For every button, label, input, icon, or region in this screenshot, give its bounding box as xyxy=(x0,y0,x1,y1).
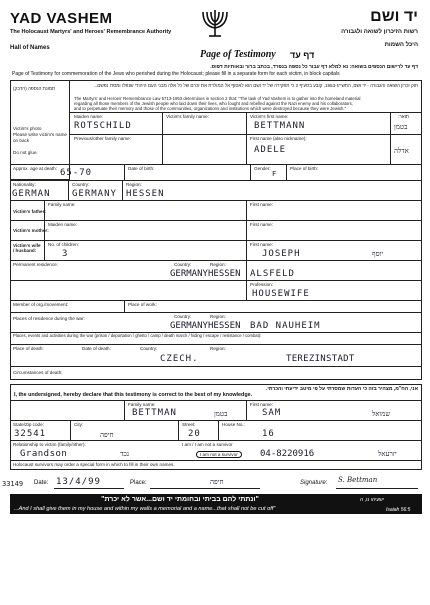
permanent-residence-label: Permanent residence: xyxy=(13,262,58,267)
footer-he: "ונתתי להם בביתי ובחומתי יד ושם...אשר לא יכרת" xyxy=(101,496,259,503)
signature-label: Signature: xyxy=(300,480,328,486)
nationality-label: Nationality: xyxy=(13,182,36,187)
margin-number: 33149 xyxy=(2,480,24,488)
places-events-label: Places, events and activities during the war (prison / deportation / ghetto / camp / death march / hiding / escape / resistance / combat): xyxy=(13,333,262,338)
victims-family-name-label: Victim's family name: xyxy=(166,114,209,119)
places-during-war-label: Places of residence during the war: xyxy=(13,316,85,321)
street-value: 20 xyxy=(188,429,201,439)
footer-en: ...And I shall give them in my house and within my walls a memorial and a name...that shall not be cut off" xyxy=(14,506,276,512)
photo-en-3: on back xyxy=(13,138,30,143)
footer-en-ref: Isaiah 56:5 xyxy=(386,507,411,513)
decl-family-he-value: בטמן xyxy=(214,410,228,418)
org-subtitle-he: רשות הזיכרון לשואה ולגבורה xyxy=(341,29,418,35)
gender-label: Gender: xyxy=(254,166,271,171)
approx-age-label: Approx. age at death: xyxy=(13,166,57,171)
res-country-label: Country: xyxy=(174,262,192,267)
relationship-he-value: נכד xyxy=(120,450,130,458)
country-value: GERMANY xyxy=(72,189,117,199)
mother-maiden-label: Maiden name: xyxy=(48,222,78,227)
country-label: Country: xyxy=(72,182,90,187)
prev-name-label: Previous/other family name: xyxy=(74,136,131,141)
victims-mother-label: Victim's mother: xyxy=(13,228,49,233)
declaration-en: I, the undersigned, hereby declare that this testimony is correct to the best of my knowledge. xyxy=(14,392,253,398)
place-he-value: חיפה xyxy=(210,478,224,486)
title-he-label: תואר: xyxy=(398,114,409,119)
menorah-logo xyxy=(198,6,232,44)
org-name: YAD VASHEM xyxy=(10,10,113,27)
decl-family-label: Family name: xyxy=(128,402,156,407)
law-he: חוק זכרון השואה והגבורה - יד ושם, התשי"ג-1953, קובע בסעיף 2 כי תפקידה של יד ושם הוא לאסוף אל המולדת את זכרם של כל אלה מבני העם היהודי שנפלו ומסרו נפשם... xyxy=(93,83,418,88)
org-name-he: יד ושם xyxy=(370,8,418,25)
law-en-1: The Martyrs' and Heroes' Remembrance Law 5713-1953 determines in section 2 that: "The task of Yad Vashem is to gather into the homeland material xyxy=(74,96,361,101)
no-children-label: No. of children: xyxy=(48,242,79,247)
date-value: 13/4/99 xyxy=(56,477,101,487)
footer-he-ref: ישעיהו נו, ה xyxy=(360,497,385,503)
date-of-death-label: Date of death: xyxy=(82,346,111,351)
hall-of-names: Hall of Names xyxy=(10,45,50,51)
decl-family-value: BETTMAN xyxy=(132,408,177,418)
res-country-value: GERMANY xyxy=(170,269,208,279)
declaration-he: אני, הח"מ, מצהיר בזה כי העדות שמסרתי על פי מיטב ידיעתי והכרתי. xyxy=(266,386,418,392)
dob-label: Date of birth: xyxy=(128,166,155,171)
intro-en xyxy=(12,71,340,77)
region-label: Region: xyxy=(126,182,142,187)
war-country-value: GERMANY xyxy=(170,321,208,331)
first-name-he-value: אדלה xyxy=(394,147,409,155)
circumstances-label: Circumstances of death: xyxy=(13,370,63,375)
org-subtitle: The Holocaust Martyrs' and Heroes' Remembrance Authority xyxy=(10,29,172,35)
survivor-selected[interactable]: I am not a survivor xyxy=(196,451,242,458)
street-label: Street: xyxy=(182,422,196,427)
profession-label: Profession: xyxy=(250,282,273,287)
survivor-note: Holocaust survivors may order a special form in which to fill in their own names. xyxy=(13,462,175,467)
maiden-name-value: ROTSCHILD xyxy=(74,121,132,131)
family-name-value: BETTMANN xyxy=(254,121,306,131)
spouse-first-label: First name: xyxy=(250,242,273,247)
father-family-label: Family name: xyxy=(48,202,76,207)
place-label: Place: xyxy=(130,480,147,486)
res-region-label: Region: xyxy=(210,262,226,267)
place-of-work-label: Place of work: xyxy=(128,302,157,307)
signature-value: S. Bettman xyxy=(338,476,378,484)
death-place-value: TEREZINSTADT xyxy=(286,354,355,364)
relationship-value: Grandson xyxy=(20,449,68,459)
intro-en-text: Page of Testimony for commemoration of the Jews who perished during the Holocaust; please fill in a separate form for each victim, in block capitals xyxy=(12,71,340,77)
house-value: 16 xyxy=(262,429,275,439)
house-label: House No.: xyxy=(222,422,245,427)
member-org-label: Member of org./movement: xyxy=(13,302,69,307)
hall-he: היכל השמות xyxy=(384,42,418,48)
region-value: HESSEN xyxy=(126,189,165,199)
death-country-label: Country: xyxy=(140,346,158,351)
law-en-3: and to perpetuate their memory and those of the communities, organizations and institutions which were destroyed because they were Jewish." xyxy=(74,106,347,111)
photo-en-4: Do not glue. xyxy=(13,150,38,155)
war-town-value: BAD NAUHEIM xyxy=(250,321,321,331)
mother-first-label: First name: xyxy=(250,222,273,227)
zip-label: State/Zip code: xyxy=(13,422,44,427)
decl-first-label: First name: xyxy=(250,402,273,407)
father-first-label: First name: xyxy=(250,202,273,207)
maiden-name-label: Maiden name: xyxy=(74,114,104,119)
res-town-value: ALSFELD xyxy=(250,269,295,279)
photo-he: תמונת הנספה (הדבק) xyxy=(13,86,56,91)
photo-en-2: Please write victim's name xyxy=(13,132,67,137)
date-label: Date: xyxy=(34,480,49,486)
death-region-label: Region: xyxy=(210,346,226,351)
war-country-label: Country: xyxy=(174,314,192,319)
first-name-nick-label: First name (also nickname): xyxy=(250,136,307,141)
res-region-value: HESSEN xyxy=(208,269,241,279)
place-of-death-label: Place of death: xyxy=(13,346,44,351)
victims-husband-label: Victim's wife / husband: xyxy=(13,243,41,253)
phone-value: 04-8220916 xyxy=(260,449,315,459)
approx-age-value: 65-70 xyxy=(60,168,93,178)
law-en-2: regarding all those members of the Jewish people who laid down their lives, who fought and rebelled against the Nazi enemy and his collaborators, xyxy=(74,101,353,106)
city-he-value: חיפה xyxy=(100,431,114,439)
spouse-first-value: JOSEPH xyxy=(262,249,301,259)
war-region-label: Region: xyxy=(210,314,226,319)
spouse-first-he-value: יוסף xyxy=(372,250,384,258)
survivor-label: I am / I am not a survivor xyxy=(182,442,233,447)
nationality-value: GERMAN xyxy=(12,189,51,199)
family-name-he-value: בטמן xyxy=(394,123,408,131)
camp-he-value: יזרעאל xyxy=(378,450,397,458)
first-name-value: ADELE xyxy=(254,145,287,155)
war-region-value: HESSEN xyxy=(208,321,241,331)
death-country-value: CZECH. xyxy=(160,354,199,364)
decl-first-value: SAM xyxy=(262,408,282,418)
relationship-label: Relationship to victim (family/other): xyxy=(13,442,86,447)
children-value: 3 xyxy=(62,249,69,259)
photo-en-1: Victim's photo xyxy=(13,126,42,131)
decl-first-he-value: שמואל xyxy=(372,410,391,418)
city-label: City: xyxy=(74,422,84,427)
page-title-he: דף עד xyxy=(290,50,315,60)
gender-value: F xyxy=(272,170,277,178)
zip-value: 32541 xyxy=(14,429,47,439)
profession-value: HOUSEWIFE xyxy=(252,289,310,299)
victims-first-name-label: Victim's first name: xyxy=(250,114,289,119)
intro-he: דף עד לרישום הנספים בשואה: נא למלא דף עבור כל נספה בנפרד, בכתב ברור ובאותיות דפוס. xyxy=(210,64,418,70)
place-of-birth-label: Place of birth: xyxy=(290,166,319,171)
page-title: Page of Testimony xyxy=(200,49,276,60)
victims-father-label: Victim's father: xyxy=(13,209,46,214)
